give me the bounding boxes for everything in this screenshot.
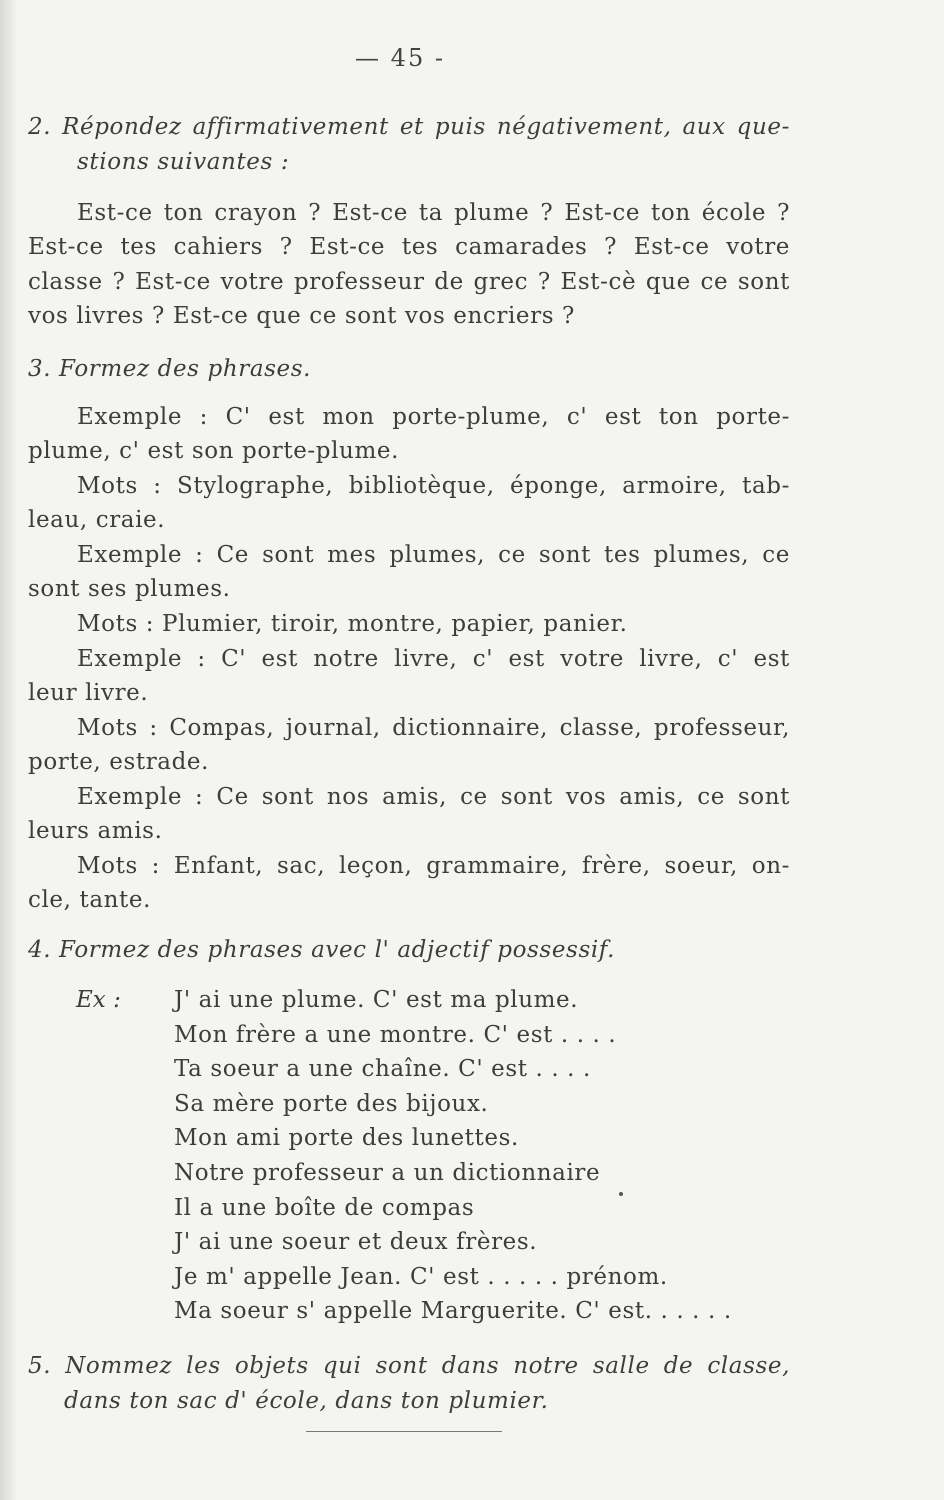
ink-speck xyxy=(619,1192,623,1196)
exercise3-mots4-line1: Mots : Enfant, sac, leçon, grammaire, frère, soeur, on- xyxy=(77,853,790,879)
exercise4-line: J' ai une soeur et deux frères. xyxy=(174,1229,538,1256)
exercise4-line: Sa mère porte des bijoux. xyxy=(174,1090,489,1117)
exercise2-body-line1: Est-ce ton crayon ? Est-ce ta plume ? Est-ce ton école ? xyxy=(77,200,790,226)
closing-rule xyxy=(306,1431,502,1432)
exercise3-mots2: Mots : Plumier, tiroir, montre, papier, panier. xyxy=(77,611,628,637)
exercise3-heading: 3. Formez des phrases. xyxy=(28,356,312,382)
exercise3-example3-line1: Exemple : C' est notre livre, c' est votre livre, c' est xyxy=(77,646,790,672)
exercise4-line: J' ai une plume. C' est ma plume. xyxy=(174,987,579,1013)
exercise4-line: Notre professeur a un dictionnaire xyxy=(174,1159,601,1186)
exercise4-lines xyxy=(174,983,774,1329)
exercise4-line: Mon frère a une montre. C' est . . . . xyxy=(174,1021,617,1048)
exercise4-line: Il a une boîte de compas xyxy=(174,1194,475,1221)
exercise4-ex-label: Ex : xyxy=(76,987,121,1013)
exercise3-mots3-line1: Mots : Compas, journal, dictionnaire, classe, professeur, xyxy=(77,715,790,741)
exercise3-example1-line2: plume, c' est son porte-plume. xyxy=(28,438,400,464)
exercise2-heading-line1: 2. Répondez affirmativement et puis négativement, aux que- xyxy=(28,114,790,140)
exercise3-example2-line2: sont ses plumes. xyxy=(28,576,231,602)
page-number: — 45 - xyxy=(355,44,445,72)
exercise3-example2-line1: Exemple : Ce sont mes plumes, ce sont tes plumes, ce xyxy=(77,542,790,568)
exercise3-mots4-line2: cle, tante. xyxy=(28,887,152,913)
exercise3-example1-line1: Exemple : C' est mon porte-plume, c' est ton porte- xyxy=(77,404,790,430)
exercise4-heading: 4. Formez des phrases avec l' adjectif possessif. xyxy=(28,937,616,963)
exercise2-body-line3: classe ? Est-ce votre professeur de grec ? Est-cè que ce sont xyxy=(28,269,790,295)
exercise3-mots1-line1: Mots : Stylographe, bibliotèque, éponge, armoire, tab- xyxy=(77,473,790,499)
exercise3-mots1-line2: leau, craie. xyxy=(28,507,166,533)
exercise4-line: Ma soeur s' appelle Marguerite. C' est. . . . . . xyxy=(174,1298,732,1325)
exercise3-mots3-line2: porte, estrade. xyxy=(28,749,210,775)
exercise3-example3-line2: leur livre. xyxy=(28,680,149,706)
exercise2-body-line2: Est-ce tes cahiers ? Est-ce tes camarades ? Est-ce votre xyxy=(28,234,790,260)
exercise3-example4-line2: leurs amis. xyxy=(28,818,163,844)
page-gutter-shadow xyxy=(0,0,18,1500)
exercise4-line: Mon ami porte des lunettes. xyxy=(174,1125,519,1152)
exercise5-heading-line1: 5. Nommez les objets qui sont dans notre salle de classe, xyxy=(28,1353,790,1379)
exercise4-line: Je m' appelle Jean. C' est . . . . . prénom. xyxy=(174,1263,668,1290)
exercise2-body-line4: vos livres ? Est-ce que ce sont vos encriers ? xyxy=(28,303,575,329)
exercise5-heading-line2: dans ton sac d' école, dans ton plumier. xyxy=(64,1388,549,1414)
exercise3-example4-line1: Exemple : Ce sont nos amis, ce sont vos amis, ce sont xyxy=(77,784,790,810)
exercise4-line: Ta soeur a une chaîne. C' est . . . . xyxy=(174,1056,591,1083)
exercise2-heading-line2: stions suivantes : xyxy=(77,149,290,175)
